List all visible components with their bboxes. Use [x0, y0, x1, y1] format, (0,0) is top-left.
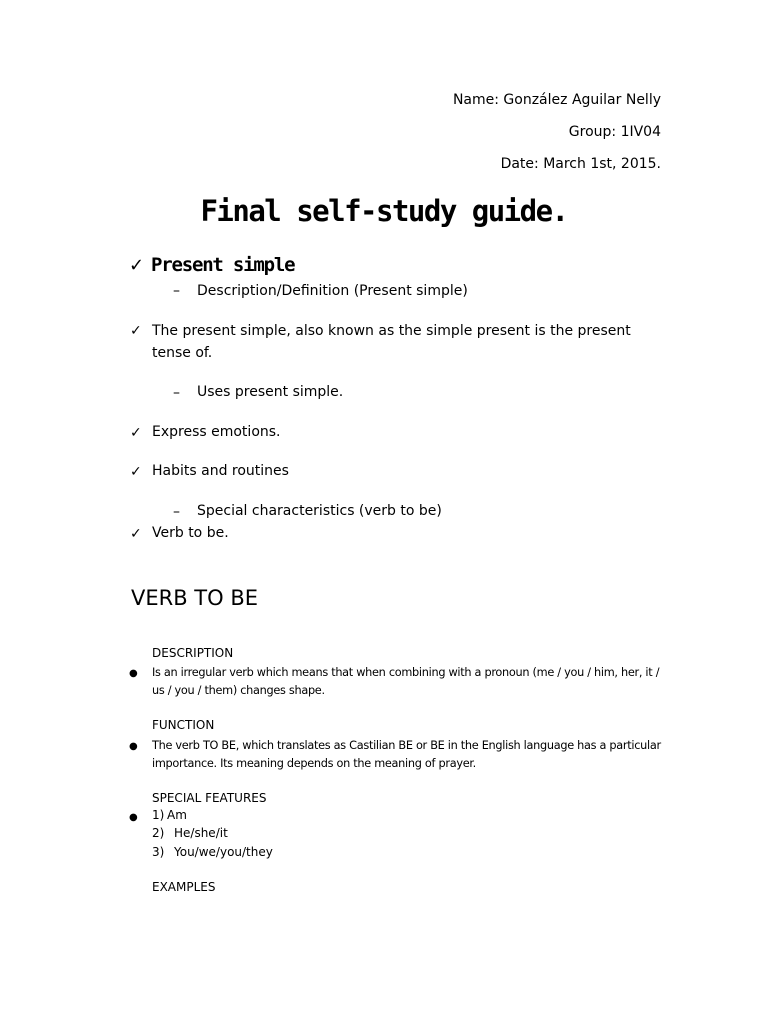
bullet-icon: ●	[129, 812, 138, 823]
feature-number: 3)	[152, 845, 165, 859]
uses-subheading: Uses present simple.	[197, 384, 344, 400]
special-characteristics-subheading: Special characteristics (verb to be)	[197, 503, 442, 519]
bullet-icon: ●	[129, 668, 138, 679]
feature-number: 1)	[152, 808, 165, 822]
feature-text: He/she/it	[174, 826, 228, 840]
use-habits-routines: Habits and routines	[152, 463, 289, 479]
description-text: Is an irregular verb which means that when combining with a pronoun (me / you / him, her, it / us / you / them) changes shape.	[152, 666, 660, 697]
feature-number: 2)	[152, 826, 165, 840]
present-simple-heading: Present simple	[151, 254, 295, 276]
examples-label: EXAMPLES	[152, 880, 216, 894]
check-icon: ✓	[130, 526, 142, 542]
check-icon: ✓	[129, 255, 145, 276]
check-icon: ✓	[130, 425, 142, 441]
dash-icon: –	[173, 504, 180, 520]
description-subheading: Description/Definition (Present simple)	[197, 283, 468, 299]
use-express-emotions: Express emotions.	[152, 424, 281, 440]
dash-icon: –	[173, 283, 180, 299]
check-icon: ✓	[130, 323, 142, 339]
special-features-label: SPECIAL FEATURES	[152, 791, 267, 805]
function-text: The verb TO BE, which translates as Castilian BE or BE in the English language has a particular importance. Its meaning depends on the meaning of prayer.	[152, 739, 661, 770]
description-label: DESCRIPTION	[152, 646, 234, 660]
function-label: FUNCTION	[152, 718, 215, 732]
page-title: Final self-study guide.	[200, 194, 568, 228]
feature-text: Am	[167, 808, 187, 822]
student-name: Name: González Aguilar Nelly	[452, 92, 661, 108]
document-date: Date: March 1st, 2015.	[500, 156, 661, 172]
check-icon: ✓	[130, 464, 142, 480]
present-simple-definition: The present simple, also known as the simple present is the present tense of.	[152, 323, 631, 361]
bullet-icon: ●	[129, 741, 138, 752]
verb-to-be-heading: VERB TO BE	[131, 586, 259, 610]
verb-to-be-item: Verb to be.	[152, 525, 229, 541]
dash-icon: –	[173, 385, 180, 401]
student-group: Group: 1IV04	[568, 124, 661, 140]
feature-text: You/we/you/they	[174, 845, 273, 859]
